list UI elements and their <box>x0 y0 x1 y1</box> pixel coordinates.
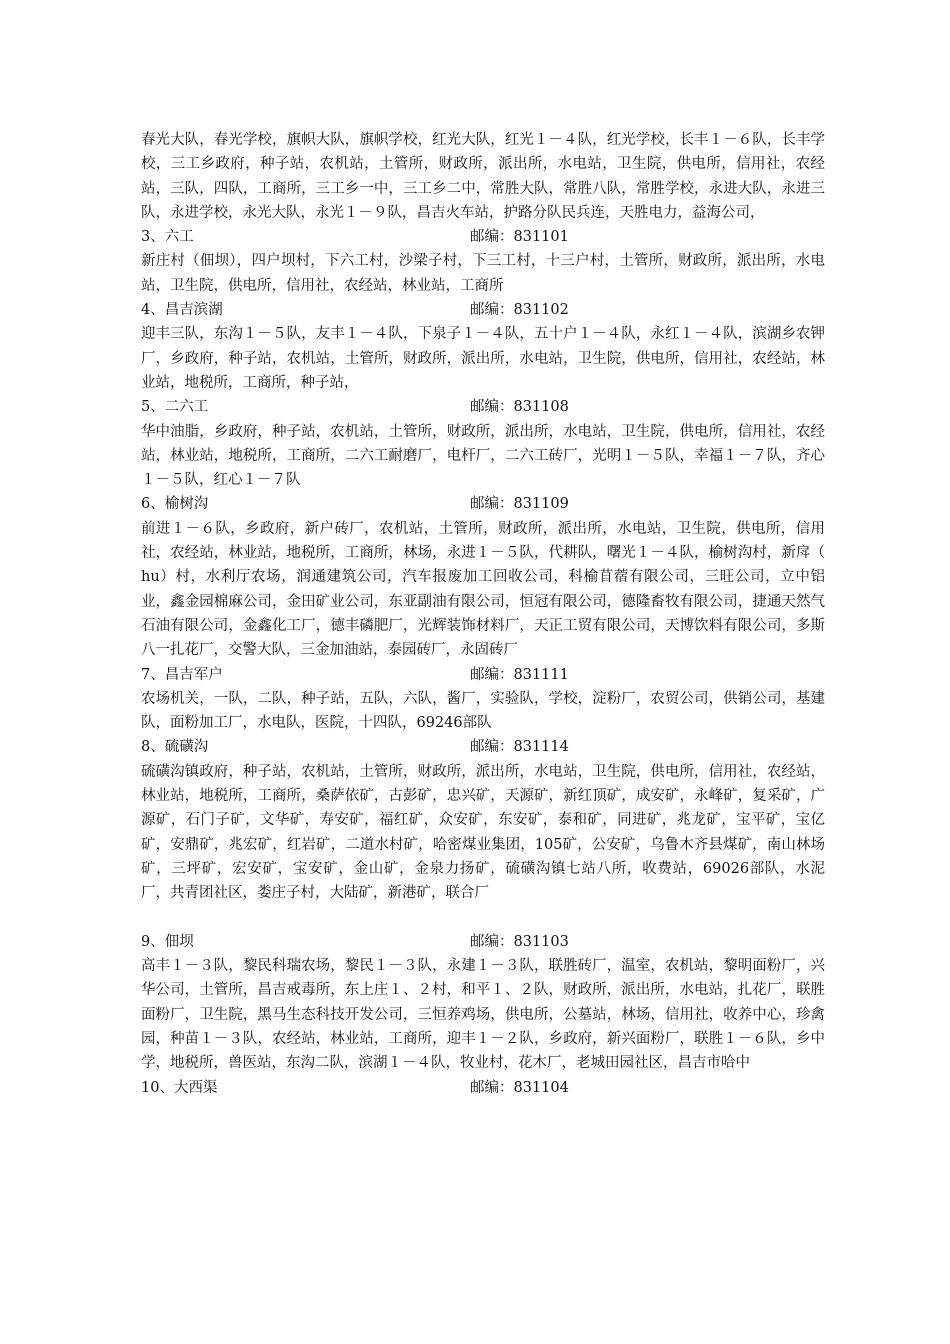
postal-code: 邮编：831101 <box>470 229 569 246</box>
postal-code: 邮编：831109 <box>470 496 569 513</box>
section-heading-9 <box>141 930 825 954</box>
paragraph-section-5: 华中油脂，乡政府，种子站，农机站，土管所，财政所，派出所，水电站，卫生院，供电所，信用社，农经站，林业站，地税所，工商所，二六工耐磨厂，电杆厂，二六工砖厂，光明１－５队，幸福１－７队，齐心１－５队，红心１－７队 <box>141 423 825 489</box>
section-name: 4、昌吉滨湖 <box>141 302 223 319</box>
section-heading-3 <box>141 225 825 249</box>
postal-code: 邮编：831108 <box>470 399 569 416</box>
blank-line <box>141 906 825 930</box>
paragraph-section-4: 迎丰三队，东沟１－５队，友丰１－４队，下泉子１－４队，五十户１－４队，永红１－４队，滨湖乡农钾厂，乡政府，种子站，农机站，土管所，财政所，派出所，水电站，卫生院，供电所，信用社，农经站，林业站，地税所，工商所，种子站， <box>141 326 825 391</box>
paragraph-section-3: 新庄村（佃坝），四户坝村，下六工村，沙梁子村，下三工村，十三户村，土管所，财政所，派出所，水电站，卫生院，供电所，信用社，农经站，林业站，工商所 <box>141 253 825 294</box>
section-name: 5、二六工 <box>141 399 209 416</box>
paragraph-section-6: 前进１－６队，乡政府，新户砖厂，农机站，土管所，财政所，派出所，水电站，卫生院，供电所，信用社，农经站，林业站，地税所，工商所，林场，永进１－５队，代耕队，曙光１－４队，榆树沟村，新戽（ hu）村，水利厅农场，润通建筑公司，汽车报废加工回收公司，科榆苜蓿有限公司，三旺公司，立中铝业，鑫金园棉麻公司，金田矿业公司，东亚副油有限公司，恒冠有限公司，德隆畜牧有限公司，捷通天然气石油有限公司，金鑫化工厂，德丰磷肥厂，光辉装饰材料厂，天正工贸有限公司，天博饮料有限公司，多斯八一扎花厂，交警大队，三金加油站，泰园砖厂，永固砖厂 <box>141 520 825 659</box>
paragraph-section-9: 高丰１－３队，黎民科瑞农场，黎民１－３队，永建１－３队，联胜砖厂，温室，农机站，黎明面粉厂，兴华公司，土管所，昌吉戒毒所，东上庄１、２村，和平１、２队，财政所，派出所，水电站，扎花厂，联胜面粉厂，卫生院，黑马生态科技开发公司，三恒养鸡场，供电所，公墓站，林场，信用社，收养中心，珍禽园，种苗１－３队，农经站，林业站，工商所，迎丰１－２队，乡政府，新兴面粉厂，联胜１－６队，乡中学，地税所，兽医站，东沟二队，滨湖１－４队，牧业村，花木厂，老城田园社区，昌吉市哈中 <box>141 958 825 1072</box>
paragraph-section-7: 农场机关，一队，二队，种子站，五队，六队，酱厂，实验队，学校，淀粉厂，农贸公司，供销公司，基建队，面粉加工厂，水电队，医院，十四队，69246部队 <box>141 690 825 732</box>
section-heading-10 <box>141 1076 825 1100</box>
document-page <box>141 128 825 1100</box>
postal-code: 邮编：831111 <box>470 666 569 683</box>
postal-code: 邮编：831103 <box>470 933 569 950</box>
section-heading-4 <box>141 298 825 322</box>
section-heading-5 <box>141 395 825 419</box>
section-heading-6 <box>141 492 825 516</box>
postal-code: 邮编：831104 <box>470 1079 569 1096</box>
paragraph-intro: 春光大队，春光学校，旗帜大队，旗帜学校，红光大队，红光１－４队，红光学校，长丰１－６队，长丰学校，三工乡政府，种子站，农机站，土管所，财政所，派出所，水电站，卫生院，供电所，信用社，农经站，三队，四队，工商所，三工乡一中，三工乡二中，常胜大队，常胜八队，常胜学校，永进大队，永进三队，永进学校，永光大队，永光１－９队，昌吉火车站，护路分队民兵连，天胜电力，益海公司， <box>141 132 825 221</box>
section-name: 6、榆树沟 <box>141 496 209 513</box>
section-name: 7、昌吉军户 <box>141 666 223 683</box>
postal-code: 邮编：831102 <box>470 302 569 319</box>
section-name: 10、大西渠 <box>141 1079 218 1096</box>
section-name: 9、佃坝 <box>141 933 194 950</box>
postal-code: 邮编：831114 <box>470 739 569 756</box>
section-heading-7 <box>141 663 825 687</box>
section-heading-8 <box>141 735 825 759</box>
paragraph-section-8: 硫磺沟镇政府，种子站，农机站，土管所，财政所，派出所，水电站，卫生院，供电所，信用社，农经站，林业站，地税所，工商所，桑萨依矿，古彭矿，忠兴矿，天源矿，新红顶矿，成安矿，永峰矿，复采矿，广源矿，石门子矿，文华矿，寿安矿，福红矿，众安矿，东安矿，泰和矿，同进矿，兆龙矿，宝平矿，宝亿矿，安鼎矿，兆宏矿，红岩矿，二道水村矿，哈密煤业集团，105矿，公安矿，乌鲁木齐县煤矿，南山林场矿，三坪矿，宏安矿，宝安矿，金山矿，金泉力扬矿，硫磺沟镇七站八所，收费站，69026部队，水泥厂，共青团社区，娄庄子村，大陆矿，新港矿，联合厂 <box>141 763 826 902</box>
section-name: 8、硫磺沟 <box>141 739 209 756</box>
section-name: 3、六工 <box>141 229 194 246</box>
